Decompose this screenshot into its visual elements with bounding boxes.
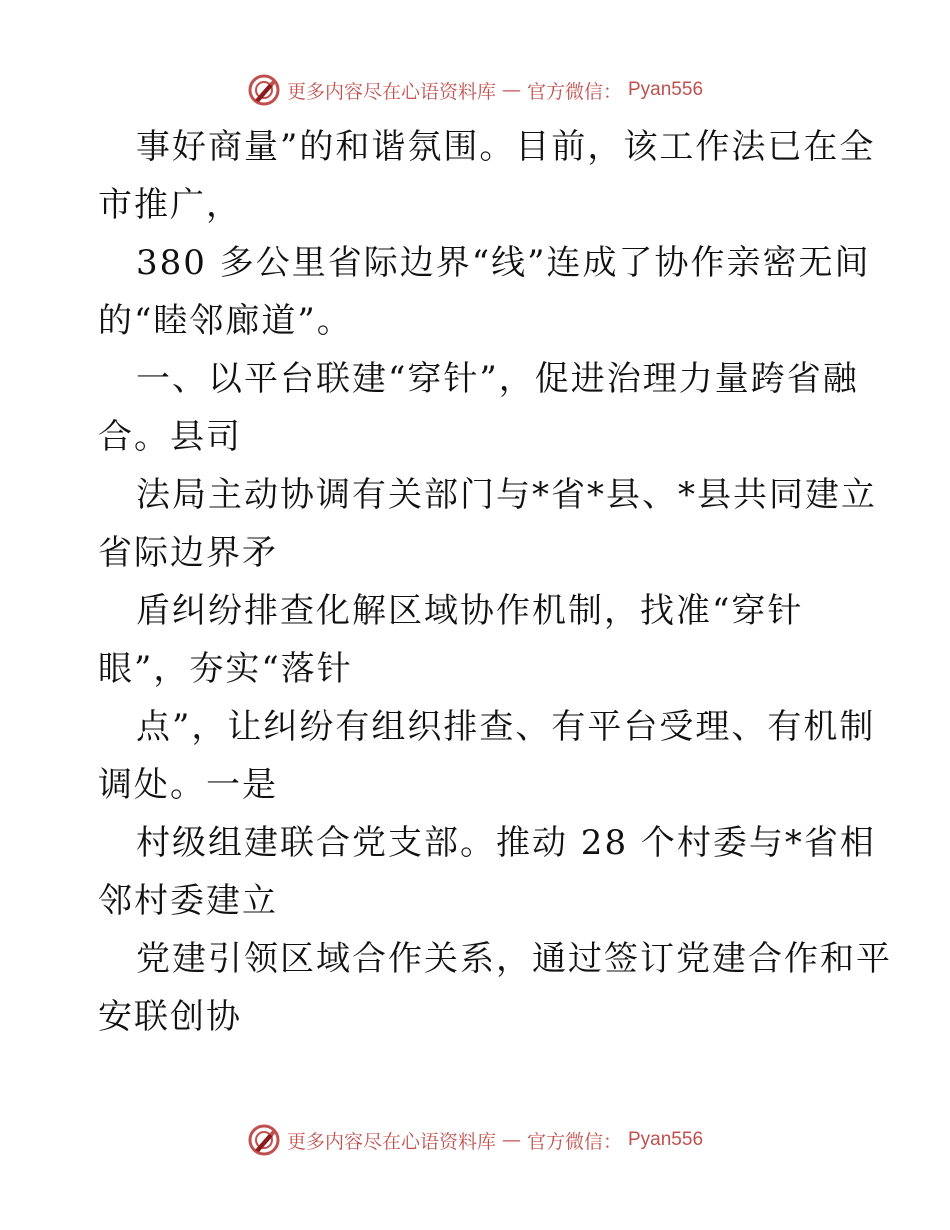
paragraph-line: 盾纠纷排查化解区域协作机制，找准“穿针 (136, 591, 804, 631)
paragraph-line: 法局主动协调有关部门与*省*县、*县共同建立 (136, 475, 877, 515)
paragraph-line: 安联创协 (98, 997, 242, 1037)
header-wechat-id: Pyan556 (628, 79, 704, 100)
paragraph-line: 的“睦邻廊道”。 (98, 301, 353, 341)
paragraph-line: 事好商量”的和谐氛围。目前，该工作法已在全 (136, 127, 876, 167)
header-wechat-label: 官方微信： (526, 80, 622, 103)
paragraph-line: 合。县司 (98, 417, 242, 457)
paragraph-line: 380 多公里省际边界“线”连成了协作亲密无间 (136, 243, 871, 283)
paragraph-line: 邻村委建立 (98, 881, 278, 921)
paragraph-line: 调处。一是 (98, 765, 278, 805)
header-watermark-text: 更多内容尽在心语资料库 (286, 80, 496, 103)
paragraph-line: 点”，让纠纷有组织排查、有平台受理、有机制 (136, 707, 876, 747)
paragraph-line: 眼”，夯实“落针 (98, 649, 353, 689)
footer-wechat-id: Pyan556 (628, 1129, 704, 1150)
paragraph-line: 市推广， (98, 185, 242, 225)
document-body (98, 118, 892, 1046)
pen-logo-icon (247, 73, 281, 107)
footer-watermark-text: 更多内容尽在心语资料库 (286, 1130, 496, 1153)
paragraph-line: 省际边界矛 (98, 533, 278, 573)
header-watermark (0, 70, 950, 110)
footer-watermark (0, 1120, 950, 1160)
header-dash: — (501, 79, 521, 101)
footer-wechat-label: 官方微信： (526, 1130, 622, 1153)
paragraph-line: 一、以平台联建“穿针”，促进治理力量跨省融 (136, 359, 859, 399)
paragraph-line: 党建引领区域合作关系，通过签订党建合作和平 (136, 939, 892, 979)
footer-dash: — (501, 1129, 521, 1151)
paragraph-line: 村级组建联合党支部。推动 28 个村委与*省相 (136, 823, 876, 863)
pen-logo-icon (247, 1123, 281, 1157)
